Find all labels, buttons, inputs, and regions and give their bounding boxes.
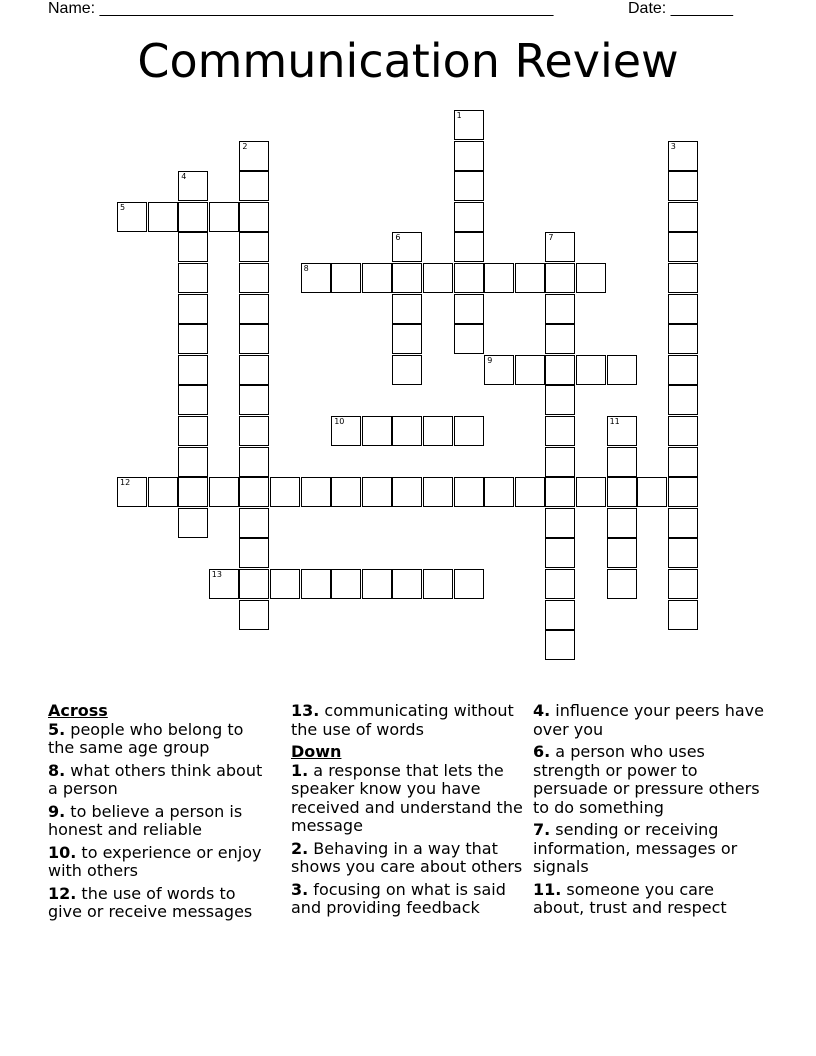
grid-cell[interactable] (607, 477, 637, 507)
grid-cell[interactable] (668, 600, 698, 630)
grid-cell[interactable] (331, 477, 361, 507)
grid-cell[interactable] (239, 569, 269, 599)
grid-cell[interactable] (148, 477, 178, 507)
grid-cell[interactable] (301, 263, 331, 293)
grid-cell[interactable] (545, 385, 575, 415)
grid-cell[interactable] (239, 600, 269, 630)
clue-number: 8 (303, 264, 309, 273)
grid-cell[interactable] (239, 263, 269, 293)
clue-number: 2 (242, 141, 248, 151)
grid-cell[interactable] (454, 477, 484, 507)
clue-across-5: 5. people who belong to the same age group (48, 719, 244, 757)
grid-cell[interactable] (515, 355, 545, 385)
grid-cell[interactable] (392, 416, 422, 446)
grid-cell[interactable] (668, 538, 698, 568)
clue-number: 1 (456, 111, 462, 120)
grid-cell[interactable] (362, 569, 392, 599)
grid-cell[interactable] (178, 263, 208, 293)
grid-cell[interactable] (454, 110, 484, 140)
grid-cell[interactable] (545, 477, 575, 507)
clue-down-2: 2. Behaving in a way that shows you care about others (291, 838, 523, 876)
grid-cell[interactable] (454, 202, 484, 232)
grid-cell[interactable] (454, 324, 484, 354)
clue-down-6: 6. a person who uses strength or power to persuade or pressure others to do something (533, 742, 760, 817)
grid-cell[interactable] (576, 355, 606, 385)
clue-down-1: 1. a response that lets the speaker know you have received and understand the message (291, 760, 523, 835)
grid-cell[interactable] (270, 569, 300, 599)
clue-down-3: 3. focusing on what is said and providing feedback (291, 879, 506, 917)
grid-cell[interactable] (545, 232, 575, 262)
grid-cell[interactable] (178, 416, 208, 446)
clue-across-9: 9. to believe a person is honest and reliable (48, 801, 243, 839)
grid-cell[interactable] (668, 294, 698, 324)
clue-across-12: 12. the use of words to give or receive messages (48, 883, 253, 921)
grid-cell[interactable] (668, 232, 698, 262)
grid-cell[interactable] (607, 416, 637, 446)
grid-cell[interactable] (148, 202, 178, 232)
grid-cell[interactable] (668, 508, 698, 538)
grid-cell[interactable] (392, 355, 422, 385)
clue-down-11: 11. someone you care about, trust and respect (533, 879, 727, 917)
grid-cell[interactable] (239, 355, 269, 385)
grid-cell[interactable] (545, 630, 575, 660)
grid-cell[interactable] (392, 569, 422, 599)
grid-cell[interactable] (178, 508, 208, 538)
grid-cell[interactable] (331, 416, 361, 446)
clue-across-8: 8. what others think about a person (48, 760, 263, 798)
grid-cell[interactable] (607, 538, 637, 568)
grid-cell[interactable] (454, 569, 484, 599)
grid-cell[interactable] (117, 202, 147, 232)
grid-cell[interactable] (239, 171, 269, 201)
date-line[interactable]: Date: _______ (628, 0, 733, 17)
clue-number: 12 (120, 478, 131, 488)
grid-cell[interactable] (484, 477, 514, 507)
grid-cell[interactable] (423, 477, 453, 507)
clue-number: 6 (395, 233, 401, 243)
grid-cell[interactable] (239, 538, 269, 568)
grid-cell[interactable] (545, 538, 575, 568)
grid-cell[interactable] (545, 447, 575, 477)
grid-cell[interactable] (668, 569, 698, 599)
grid-cell[interactable] (239, 141, 269, 171)
grid-cell[interactable] (362, 263, 392, 293)
grid-cell[interactable] (545, 263, 575, 293)
grid-cell[interactable] (178, 294, 208, 324)
clue-across-10: 10. to experience or enjoy with others (48, 842, 262, 880)
grid-cell[interactable] (607, 508, 637, 538)
grid-cell[interactable] (392, 263, 422, 293)
clue-number: 7 (548, 233, 554, 243)
clue-number: 4 (181, 172, 187, 182)
grid-cell[interactable] (607, 355, 637, 385)
clue-down-7: 7. sending or receiving information, messages or signals (533, 820, 738, 876)
grid-cell[interactable] (545, 294, 575, 324)
grid-cell[interactable] (454, 171, 484, 201)
across-heading: Across (48, 701, 108, 720)
clue-number: 10 (334, 417, 345, 426)
grid-cell[interactable] (668, 324, 698, 354)
clues-column-3 (533, 702, 769, 922)
grid-cell[interactable] (392, 477, 422, 507)
grid-cell[interactable] (178, 171, 208, 201)
grid-cell[interactable] (545, 569, 575, 599)
grid-cell[interactable] (209, 202, 239, 232)
grid-cell[interactable] (178, 202, 208, 232)
grid-cell[interactable] (668, 385, 698, 415)
grid-cell[interactable] (239, 416, 269, 446)
grid-cell[interactable] (545, 355, 575, 385)
grid-cell[interactable] (668, 171, 698, 201)
grid-cell[interactable] (331, 569, 361, 599)
grid-cell[interactable] (484, 355, 514, 385)
grid-cell[interactable] (239, 324, 269, 354)
grid-cell[interactable] (668, 477, 698, 507)
grid-cell[interactable] (668, 141, 698, 171)
clue-number: 3 (670, 141, 676, 151)
grid-cell[interactable] (392, 294, 422, 324)
grid-cell[interactable] (301, 569, 331, 599)
grid-cell[interactable] (484, 263, 514, 293)
grid-cell[interactable] (515, 477, 545, 507)
grid-cell[interactable] (576, 263, 606, 293)
clue-number: 9 (487, 355, 493, 365)
grid-cell[interactable] (545, 508, 575, 538)
grid-cell[interactable] (545, 324, 575, 354)
grid-cell[interactable] (545, 416, 575, 446)
grid-cell[interactable] (668, 447, 698, 477)
grid-cell[interactable] (239, 385, 269, 415)
grid-cell[interactable] (515, 263, 545, 293)
grid-cell[interactable] (454, 141, 484, 171)
grid-cell[interactable] (239, 202, 269, 232)
grid-cell[interactable] (239, 294, 269, 324)
grid-cell[interactable] (301, 477, 331, 507)
grid-cell[interactable] (454, 232, 484, 262)
down-heading: Down (291, 742, 342, 761)
grid-cell[interactable] (545, 600, 575, 630)
name-line[interactable]: Name: ___________________________________________________ (48, 0, 554, 17)
grid-cell[interactable] (362, 477, 392, 507)
grid-cell[interactable] (362, 416, 392, 446)
grid-cell[interactable] (209, 477, 239, 507)
grid-cell[interactable] (576, 477, 606, 507)
grid-cell[interactable] (178, 355, 208, 385)
grid-cell[interactable] (668, 202, 698, 232)
grid-cell[interactable] (423, 263, 453, 293)
grid-cell[interactable] (607, 447, 637, 477)
clues-column-1 (48, 702, 274, 926)
grid-cell[interactable] (178, 324, 208, 354)
grid-cell[interactable] (270, 477, 300, 507)
grid-cell[interactable] (668, 416, 698, 446)
page-title: Communication Review (137, 34, 679, 88)
grid-cell[interactable] (454, 263, 484, 293)
grid-cell[interactable] (454, 416, 484, 446)
grid-cell[interactable] (392, 232, 422, 262)
grid-cell[interactable] (668, 355, 698, 385)
clue-number: 11 (609, 417, 620, 426)
clues-column-2 (291, 702, 527, 922)
grid-cell[interactable] (178, 447, 208, 477)
grid-cell[interactable] (331, 263, 361, 293)
clue-number: 13 (211, 570, 222, 579)
grid-cell[interactable] (117, 477, 147, 507)
grid-cell[interactable] (209, 569, 239, 599)
clue-down-4: 4. influence your peers have over you (533, 701, 764, 739)
grid-cell[interactable] (423, 416, 453, 446)
grid-cell[interactable] (668, 263, 698, 293)
grid-cell[interactable] (607, 569, 637, 599)
grid-cell[interactable] (423, 569, 453, 599)
grid-cell[interactable] (239, 232, 269, 262)
grid-cell[interactable] (392, 324, 422, 354)
grid-cell[interactable] (454, 294, 484, 324)
grid-cell[interactable] (239, 447, 269, 477)
grid-cell[interactable] (178, 385, 208, 415)
grid-cell[interactable] (239, 477, 269, 507)
grid-cell[interactable] (239, 508, 269, 538)
clue-across-13: 13. communicating without the use of words (291, 701, 514, 739)
grid-cell[interactable] (637, 477, 667, 507)
grid-cell[interactable] (178, 477, 208, 507)
grid-cell[interactable] (178, 232, 208, 262)
clue-number: 5 (120, 202, 126, 212)
